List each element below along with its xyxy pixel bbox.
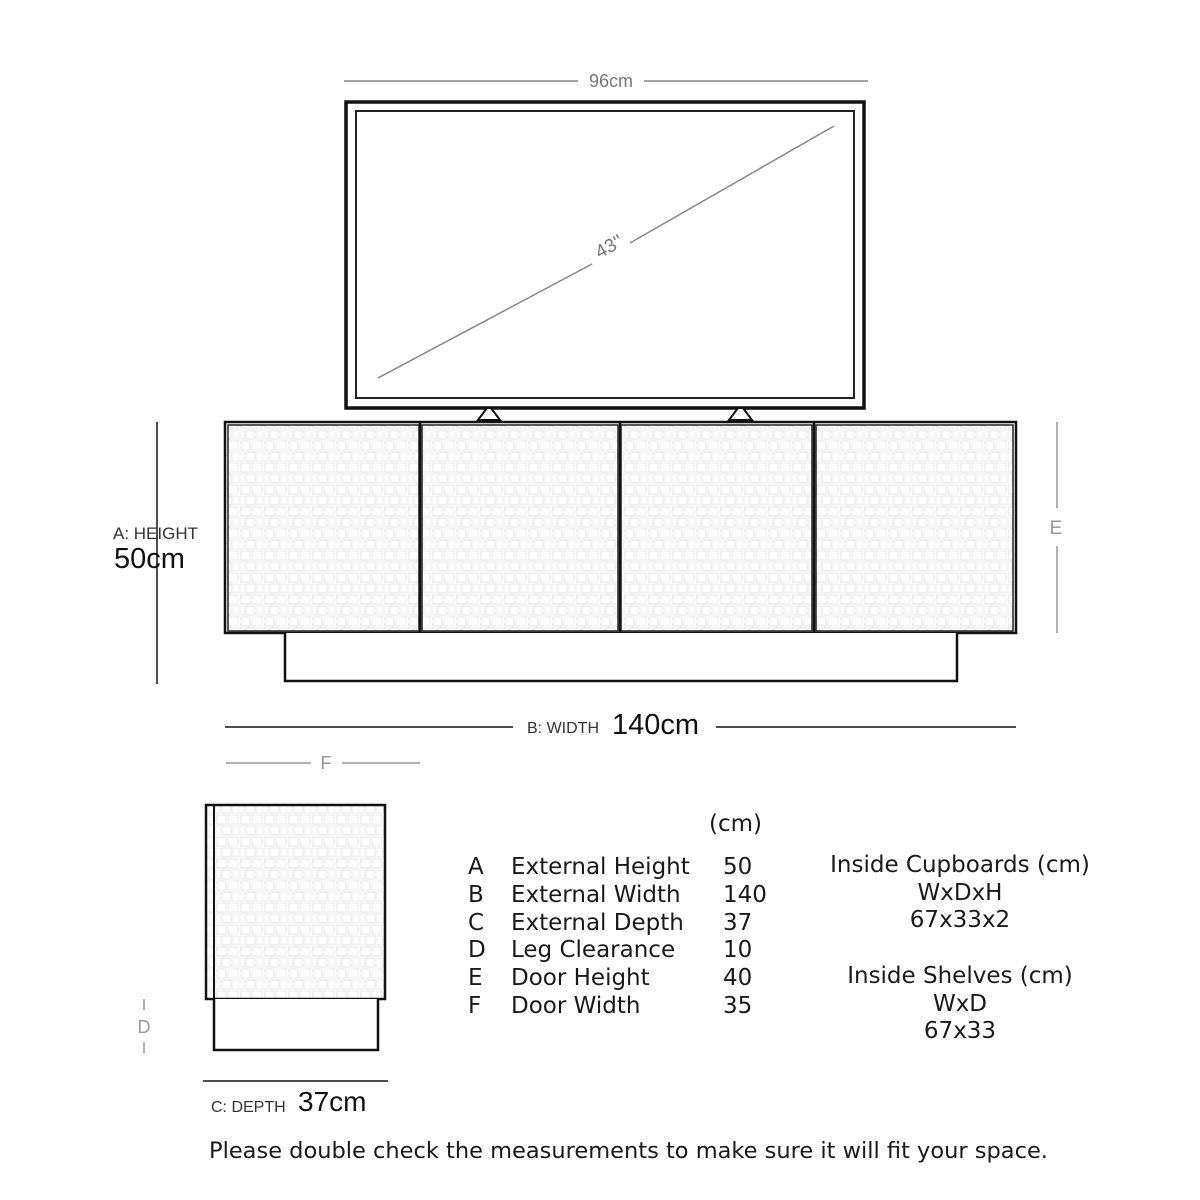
spec-row-a [468, 854, 798, 882]
tv-width-label: 96cm [588, 71, 634, 91]
spec-row-e [468, 965, 798, 993]
spec-row-b [468, 882, 798, 910]
footer-note: Please double check the measurements to make sure it will fit your space. [209, 1138, 1048, 1164]
spec-name: External Height [511, 854, 690, 880]
spec-letter: D [468, 937, 486, 964]
spec-value: 37 [723, 909, 753, 936]
depth-caption: C: DEPTH [211, 1099, 286, 1116]
spec-letter: A [468, 854, 484, 880]
spec-name: External Width [511, 881, 681, 908]
spec-row-d [468, 937, 798, 965]
width-value: 140cm [612, 709, 700, 741]
width-caption: B: WIDTH [527, 720, 599, 737]
spec-letter: E [468, 965, 483, 992]
tv-diagonal-label: 43'' [591, 231, 627, 264]
spec-name: Door Height [511, 965, 650, 992]
units-header: (cm) [709, 811, 762, 837]
spec-letter: C [468, 909, 485, 936]
spec-letter: F [468, 992, 482, 1019]
spec-value: 35 [723, 992, 753, 1019]
tv-illustration [344, 71, 868, 420]
spec-row-c [468, 910, 798, 938]
height-value: 50cm [114, 543, 185, 575]
cabinet-front-view [113, 422, 1062, 773]
cabinet-door-1 [228, 425, 419, 631]
tv-stand-foot-right [729, 408, 752, 420]
inside-cupboards-title: Inside Cupboards (cm) [830, 852, 1090, 878]
cabinet-door-4 [816, 425, 1013, 631]
inside-cupboards-value: 67x33x2 [909, 907, 1011, 933]
spec-name: External Depth [511, 909, 684, 936]
cabinet-door-3 [621, 425, 812, 631]
inside-cupboards-format: WxDxH [917, 879, 1003, 906]
cabinet-side-view [138, 805, 389, 1117]
inside-shelves-value: 67x33 [923, 1018, 997, 1044]
inside-shelves-format: WxD [932, 990, 988, 1017]
tv-stand-foot-left [478, 408, 500, 420]
leg-clearance-label: D [137, 1017, 151, 1037]
depth-value: 37cm [298, 1086, 367, 1117]
inside-shelves-title: Inside Shelves (cm) [847, 963, 1073, 989]
spec-value: 40 [723, 965, 753, 992]
door-width-label: F [320, 753, 332, 773]
cabinet-plinth [285, 633, 957, 681]
side-panel [206, 805, 385, 999]
spec-value: 50 [723, 854, 753, 880]
spec-value: 10 [723, 937, 753, 964]
inside-shelves-block [830, 963, 1090, 1046]
spec-letter: B [468, 881, 484, 908]
door-height-label: E [1049, 518, 1063, 539]
side-plinth [214, 999, 378, 1050]
spec-name: Leg Clearance [511, 937, 676, 964]
height-caption: A: HEIGHT [113, 524, 199, 543]
spec-value: 140 [723, 881, 767, 908]
spec-row-f [468, 993, 798, 1021]
cabinet-door-2 [422, 425, 618, 631]
inside-cupboards-block [830, 852, 1090, 935]
spec-table [468, 854, 798, 1021]
spec-name: Door Width [511, 992, 641, 1019]
